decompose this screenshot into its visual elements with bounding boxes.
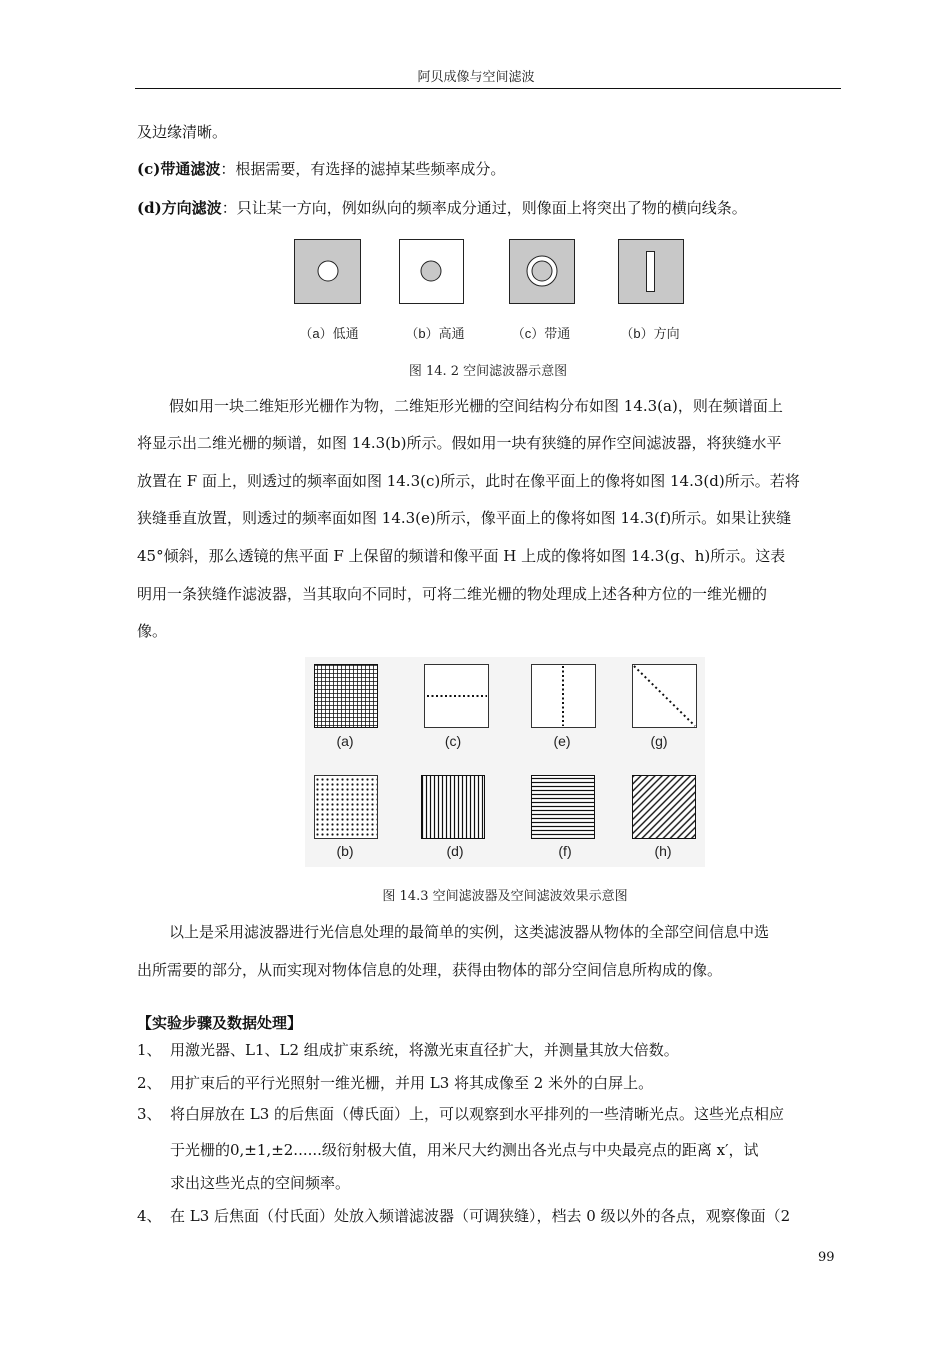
- lowpass-filter: [295, 240, 361, 304]
- step-text: 于光栅的0,±1,±2......级衍射极大值，用米尺大约测出各光点与中央最亮点的距离 x′，试: [170, 1141, 759, 1159]
- step-text: 用激光器、L1、L2 组成扩束系统，将激光束直径扩大，并测量其放大倍数。: [170, 1041, 679, 1059]
- panel-label-a: (a): [336, 733, 354, 749]
- step-number: 1、: [137, 1041, 162, 1059]
- bandpass-label: (c)带通滤波: [137, 160, 221, 178]
- directional-filter: [619, 240, 684, 304]
- bandpass-filter: [510, 240, 575, 304]
- step-text: 在 L3 后焦面（付氏面）处放入频谱滤波器（可调狭缝），档去 0 级以外的各点，观察像面（2: [170, 1207, 791, 1225]
- header-rule: [135, 88, 841, 89]
- section-title: 【实验步骤及数据处理】: [137, 1014, 303, 1032]
- panel-a-grid: [314, 664, 378, 728]
- panel-label-e: (e): [553, 733, 571, 749]
- highpass-filter: [400, 240, 464, 304]
- filter-label-d: （b）方向: [620, 326, 680, 341]
- running-header: 阿贝成像与空间滤波: [417, 70, 535, 85]
- step-text: 用扩束后的平行光照射一维光栅，并用 L3 将其成像至 2 米外的白屏上。: [170, 1074, 654, 1092]
- text-line: 出所需要的部分，从而实现对物体信息的处理，获得由物体的部分空间信息所构成的像。: [137, 961, 723, 979]
- figure-14-2-filters: [290, 236, 690, 308]
- figure-14-3-caption: 图 14.3 空间滤波器及空间滤波效果示意图: [382, 889, 628, 904]
- directional-text: ：只让某一方向，例如纵向的频率成分通过，则像面上将突出了物的横向线条。: [221, 199, 747, 217]
- step-number: 3、: [137, 1105, 162, 1123]
- step-text: 将白屏放在 L3 的后焦面（傅氏面）上，可以观察到水平排列的一些清晰光点。这些光点相应: [170, 1105, 785, 1123]
- text-line: 及边缘清晰。: [137, 123, 228, 141]
- panel-label-b: (b): [336, 843, 354, 859]
- step-number: 4、: [137, 1207, 162, 1225]
- panel-f-horizontal-lines: [531, 775, 595, 839]
- panel-b-dot-lattice: [314, 775, 378, 839]
- text-line: 将显示出二维光栅的频谱，如图 14.3(b)所示。假如用一块有狭缝的屏作空间滤波器，将狭缝水平: [137, 434, 782, 452]
- text-line: 假如用一块二维矩形光栅作为物，二维矩形光栅的空间结构分布如图 14.3(a)，则在频谱面上: [169, 397, 783, 415]
- panel-h-diagonal-lines: [632, 775, 696, 839]
- panel-g-diagonal-dots: [633, 665, 697, 728]
- page-number: 99: [818, 1250, 835, 1265]
- filter-label-a: （a）低通: [299, 326, 359, 341]
- panel-label-c: (c): [444, 733, 462, 749]
- text-line: 45°倾斜，那么透镜的焦平面 F 上保留的频谱和像平面 H 上成的像将如图 14.3(g、h)所示。这表: [137, 547, 786, 565]
- panel-label-f: (f): [558, 843, 572, 859]
- panel-label-g: (g): [650, 733, 668, 749]
- text-line: 以上是采用滤波器进行光信息处理的最简单的实例，这类滤波器从物体的全部空间信息中选: [169, 923, 770, 941]
- panel-d-vertical-lines: [421, 775, 485, 839]
- text-line: 明用一条狭缝作滤波器，当其取向不同时，可将二维光栅的物处理成上述各种方位的一维光栅的: [137, 585, 768, 603]
- panel-e-vertical-dots: [532, 665, 596, 728]
- bandpass-line: [137, 151, 841, 188]
- panel-label-d: (d): [446, 843, 464, 859]
- text-line: 放置在 F 面上，则透过的频率面如图 14.3(c)所示，此时在像平面上的像将如图 14.3(d)所示。若将: [137, 472, 800, 490]
- bandpass-text: ：根据需要，有选择的滤掉某些频率成分。: [220, 160, 506, 178]
- step-text: 求出这些光点的空间频率。: [170, 1174, 351, 1192]
- text-line: 狭缝垂直放置，则透过的频率面如图 14.3(e)所示，像平面上的像将如图 14.3(f)所示。如果让狭缝: [137, 509, 792, 527]
- figure-14-3-grating-filters: [305, 657, 705, 867]
- filter-label-b: （b）高通: [405, 326, 465, 341]
- filter-label-c: （c）带通: [511, 326, 571, 341]
- directional-label: (d)方向滤波: [137, 199, 222, 217]
- text-line: 像。: [137, 622, 168, 640]
- directional-line: [137, 190, 841, 227]
- figure-14-2-caption: 图 14. 2 空间滤波器示意图: [408, 364, 568, 379]
- panel-label-h: (h): [654, 843, 672, 859]
- step-number: 2、: [137, 1074, 162, 1092]
- panel-c-horizontal-dots: [425, 665, 489, 728]
